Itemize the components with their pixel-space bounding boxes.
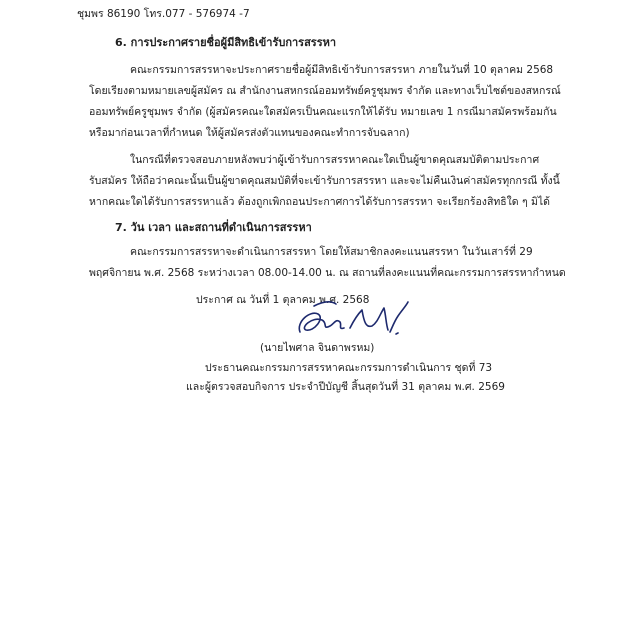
signer-name: (นายไพศาล จินดาพรหม): [260, 342, 375, 354]
section-7-title: 7. วัน เวลา และสถานที่ดำเนินการสรรหา: [115, 221, 312, 234]
section-7-p1-line-2: พฤศจิกายน พ.ศ. 2568 ระหว่างเวลา 08.00-14.00 น. ณ สถานที่ลงคะแนนที่คณะกรรมการสรรหากำหนด: [89, 267, 566, 279]
section-6-p2-line-3: หากคณะใดได้รับการสรรหาแล้ว ต้องถูกเพิกถอนประกาศการได้รับการสรรหา จะเรียกร้องสิทธิใด ๆ มิได้: [89, 196, 550, 208]
signer-position-line-2: และผู้ตรวจสอบกิจการ ประจำปีบัญชี สิ้นสุดวันที่ 31 ตุลาคม พ.ศ. 2569: [186, 381, 505, 393]
signer-position-line-1: ประธานคณะกรรมการสรรหาคณะกรรมการดำเนินการ ชุดที่ 73: [205, 362, 493, 374]
signature-image: [292, 292, 412, 340]
header-contact-line: ชุมพร 86190 โทร.077 - 576974 -7: [77, 8, 250, 20]
section-6-title: 6. การประกาศรายชื่อผู้มีสิทธิเข้ารับการสรรหา: [115, 36, 337, 49]
section-6-p2-line-1: ในกรณีที่ตรวจสอบภายหลังพบว่าผู้เข้ารับการสรรหาคณะใดเป็นผู้ขาดคุณสมบัติตามประกาศ: [130, 154, 540, 166]
section-6-p1-line-2: โดยเรียงตามหมายเลขผู้สมัคร ณ สำนักงานสหกรณ์ออมทรัพย์ครูชุมพร จำกัด และทางเว็บไซต์ของสหกรณ์: [89, 85, 561, 97]
section-6-p1-line-4: หรือมาก่อนเวลาที่กำหนด ให้ผู้สมัครส่งตัวแทนของคณะทำการจับฉลาก): [89, 127, 410, 139]
section-6-p1-line-1: คณะกรรมการสรรหาจะประกาศรายชื่อผู้มีสิทธิเข้ารับการสรรหา ภายในวันที่ 10 ตุลาคม 2568: [130, 64, 554, 76]
section-6-p1-line-3: ออมทรัพย์ครูชุมพร จำกัด (ผู้สมัครคณะใดสมัครเป็นคณะแรกให้ได้รับ หมายเลข 1 กรณีมาสมัครพร้อมกัน: [89, 106, 557, 118]
section-7-p1-line-1: คณะกรรมการสรรหาจะดำเนินการสรรหา โดยให้สมาชิกลงคะแนนสรรหา ในวันเสาร์ที่ 29: [130, 246, 533, 258]
announcement-date: ประกาศ ณ วันที่ 1 ตุลาคม พ.ศ. 2568: [196, 294, 370, 306]
section-6-p2-line-2: รับสมัคร ให้ถือว่าคณะนั้นเป็นผู้ขาดคุณสมบัติที่จะเข้ารับการสรรหา และจะไม่คืนเงินค่าสมัครทุกกรณี ทั้งนี้: [89, 175, 560, 187]
